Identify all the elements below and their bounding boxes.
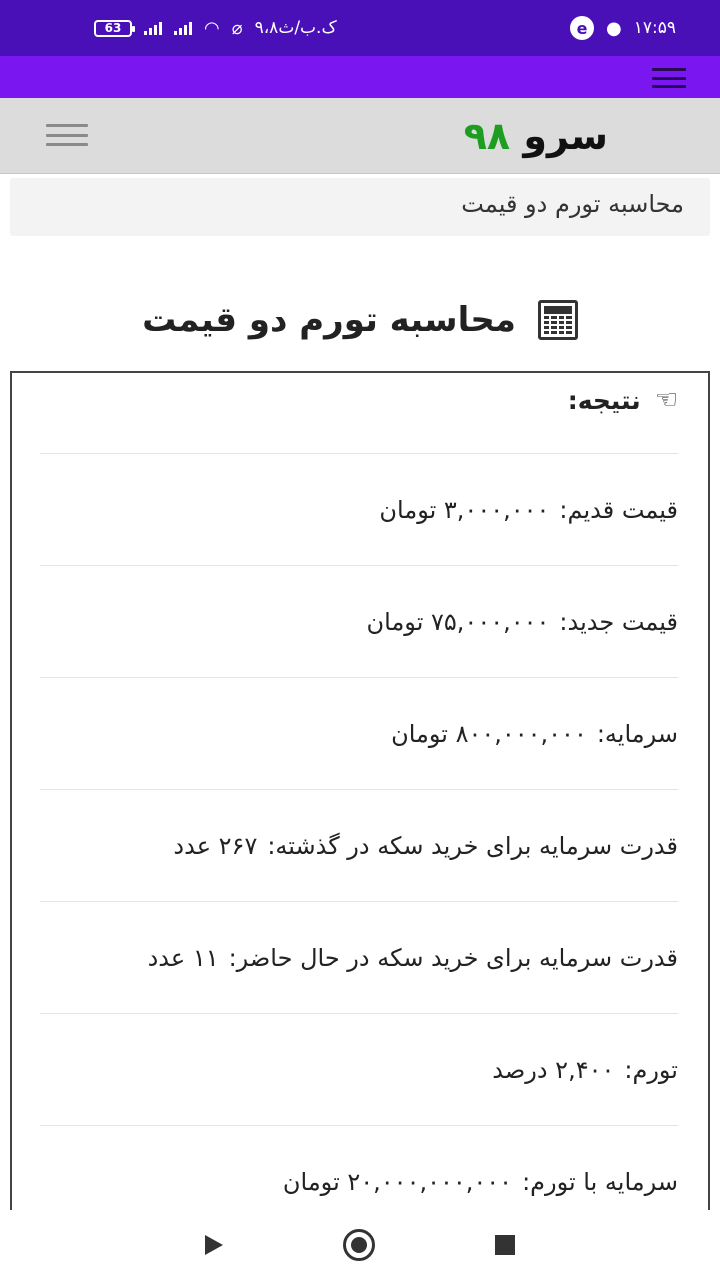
- result-row-past-coin-power: [40, 789, 678, 901]
- row-label: سرمایه با تورم:: [522, 1167, 678, 1196]
- page-title: [0, 290, 720, 350]
- row-value: ۲,۴۰۰ درصد: [492, 1055, 615, 1084]
- signal-icon: [144, 21, 162, 35]
- back-triangle-icon[interactable]: [205, 1235, 223, 1255]
- result-row-inflation: [40, 1013, 678, 1125]
- app-toolbar: [0, 56, 720, 98]
- site-menu-icon[interactable]: [46, 124, 88, 146]
- status-right: [570, 16, 676, 40]
- row-value: ۲۶۷ عدد: [173, 831, 258, 860]
- row-label: تورم:: [624, 1055, 678, 1084]
- e-icon: e: [570, 16, 594, 40]
- result-row-old-price: [40, 453, 678, 565]
- row-value: ۳,۰۰۰,۰۰۰ تومان: [379, 495, 550, 524]
- status-left: [94, 18, 337, 39]
- hamburger-menu-icon[interactable]: [652, 68, 686, 88]
- row-label: قیمت قدیم:: [559, 495, 678, 524]
- status-time: ۱۷:۵۹: [633, 18, 676, 38]
- breadcrumb[interactable]: محاسبه تورم دو قیمت: [10, 178, 710, 236]
- result-row-new-price: [40, 565, 678, 677]
- food-icon: ●: [606, 17, 622, 39]
- signal-icon-2: [174, 21, 192, 35]
- row-value: ۱۱ عدد: [147, 943, 219, 972]
- row-value: ۸۰۰,۰۰۰,۰۰۰ تومان: [391, 719, 587, 748]
- status-bar: [0, 0, 720, 56]
- row-label: قدرت سرمایه برای خرید سکه در حال حاضر:: [228, 943, 678, 972]
- network-speed: ۹،۸ک.ب/ث: [254, 18, 337, 38]
- page-title-text: محاسبه تورم دو قیمت: [142, 300, 516, 340]
- system-nav-bar: [0, 1210, 720, 1280]
- logo-text: سرو: [523, 114, 608, 158]
- mute-icon: ⌀: [231, 17, 243, 39]
- site-logo[interactable]: [464, 114, 608, 158]
- result-row-capital: [40, 677, 678, 789]
- result-heading-text: نتیجه:: [567, 385, 641, 415]
- logo-number: ۹۸: [463, 114, 511, 158]
- result-row-present-coin-power: [40, 901, 678, 1013]
- result-heading: [568, 385, 678, 415]
- home-circle-icon[interactable]: [343, 1229, 375, 1261]
- pointing-hand-icon: ☞: [654, 385, 678, 415]
- row-label: قیمت جدید:: [559, 607, 678, 636]
- battery-icon: 63: [94, 20, 132, 37]
- row-value: ۷۵,۰۰۰,۰۰۰ تومان: [366, 607, 550, 636]
- result-box: [10, 371, 710, 1231]
- calculator-icon: [538, 300, 578, 340]
- site-header: [0, 98, 720, 174]
- wifi-icon: ◠: [204, 17, 220, 39]
- row-label: سرمایه:: [596, 719, 678, 748]
- row-value: ۲۰,۰۰۰,۰۰۰,۰۰۰ تومان: [282, 1167, 513, 1196]
- recent-apps-square-icon[interactable]: [495, 1235, 515, 1255]
- row-label: قدرت سرمایه برای خرید سکه در گذشته:: [267, 831, 678, 860]
